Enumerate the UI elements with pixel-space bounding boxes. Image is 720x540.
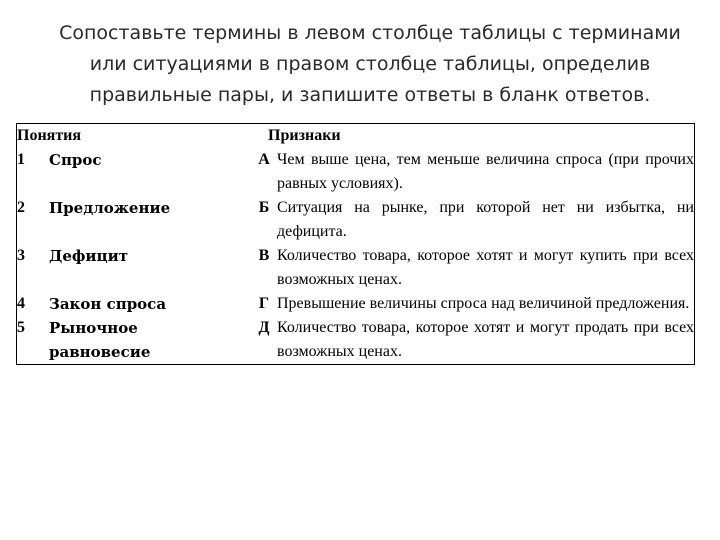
term-label: Предложение <box>49 199 171 217</box>
table-row <box>17 148 695 196</box>
feature-letter: В <box>258 247 270 264</box>
term-number: 4 <box>17 295 25 312</box>
feature-text: Ситуация на рынке, при которой нет ни избытка, ни дефицита. <box>277 199 694 240</box>
feature-letter: А <box>258 151 270 168</box>
table-header-row <box>17 124 695 149</box>
table-row <box>17 244 695 292</box>
table-row <box>17 292 695 316</box>
feature-letter: Б <box>258 199 270 216</box>
term-number: 5 <box>17 319 25 336</box>
task-instruction: Сопоставьте термины в левом столбце таблицы с терминами или ситуациями в правом столбце таблицы, определив правильные пары, и запишите ответы в бланк ответов. <box>59 22 681 106</box>
term-number: 2 <box>17 199 25 216</box>
feature-letter: Д <box>258 319 270 336</box>
term-label: Рыночное равновесие <box>49 319 151 361</box>
term-number: 3 <box>17 247 25 264</box>
feature-text: Количество товара, которое хотят и могут купить при всех возможных ценах. <box>277 247 694 288</box>
term-label: Спрос <box>49 151 102 169</box>
term-number: 1 <box>17 151 25 168</box>
left-column-header: Понятия <box>17 127 82 144</box>
term-label: Закон спроса <box>49 295 167 313</box>
term-label: Дефицит <box>49 247 129 265</box>
feature-text: Количество товара, которое хотят и могут продать при всех возможных ценах. <box>277 319 694 360</box>
feature-text: Превышение величины спроса над величиной предложения. <box>277 295 690 312</box>
matching-table <box>16 123 695 365</box>
table-row <box>17 196 695 244</box>
table-row <box>17 316 695 365</box>
feature-text: Чем выше цена, тем меньше величина спроса (при прочих равных условиях). <box>277 151 694 192</box>
feature-letter: Г <box>258 295 270 312</box>
right-column-header: Признаки <box>268 127 341 144</box>
